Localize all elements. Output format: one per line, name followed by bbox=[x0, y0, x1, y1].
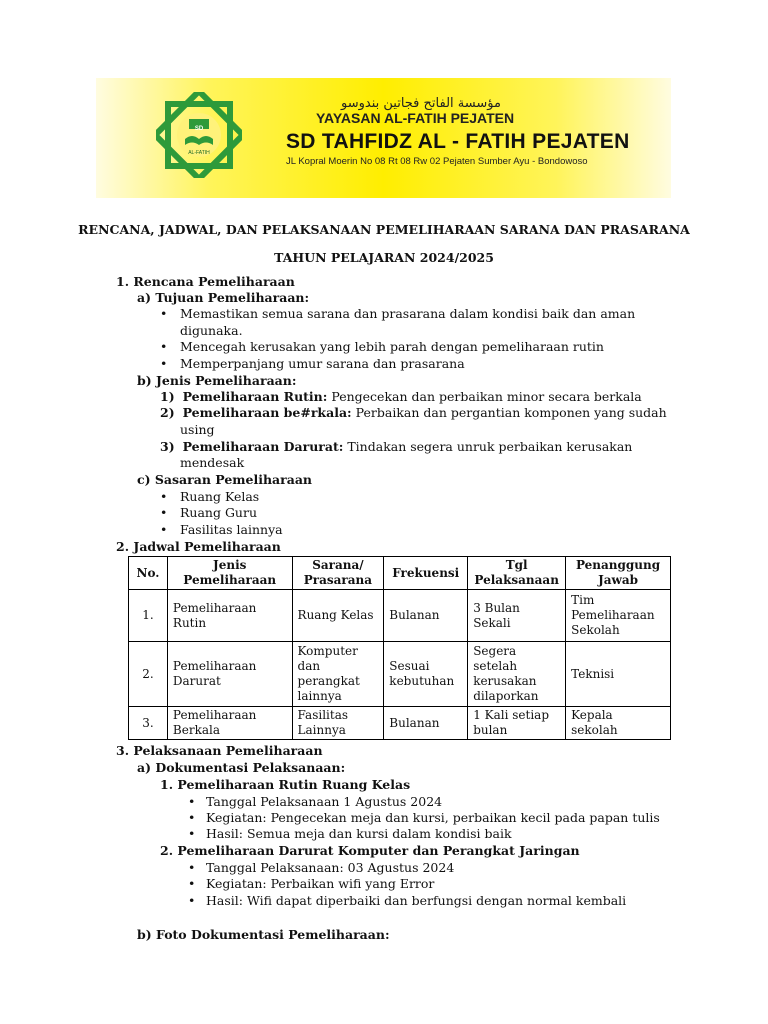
subsection-title: 1. Pemeliharaan Rutin Ruang Kelas bbox=[160, 777, 411, 792]
cell-text: lainnya bbox=[297, 689, 342, 703]
numbered-item bbox=[160, 389, 642, 405]
table-cell bbox=[384, 707, 468, 740]
bullet-icon: • bbox=[188, 876, 196, 891]
school-logo bbox=[156, 92, 242, 178]
table-cell bbox=[167, 642, 292, 707]
foundation-name: YAYASAN AL-FATIH PEJATEN bbox=[316, 110, 515, 126]
cell-text: Lainnya bbox=[297, 723, 346, 737]
bullet-icon: • bbox=[160, 339, 168, 354]
cell-text: kerusakan bbox=[473, 674, 537, 688]
section-3b-heading: b) Foto Dokumentasi Pemeliharaan: bbox=[137, 927, 390, 942]
cell-text: dilaporkan bbox=[473, 689, 539, 703]
cell-text: Pelaksanaan bbox=[474, 573, 559, 587]
column-header bbox=[384, 557, 468, 590]
table-cell bbox=[292, 642, 384, 707]
cell-text: 2. bbox=[142, 666, 154, 681]
list-item: Ruang Guru bbox=[180, 505, 258, 520]
table-row bbox=[129, 590, 671, 642]
cell-text: Tim bbox=[571, 593, 595, 607]
list-item: Fasilitas lainnya bbox=[180, 522, 283, 537]
cell-text: Sekolah bbox=[571, 623, 620, 637]
numbered-item bbox=[160, 405, 667, 421]
cell-text: Sesuai bbox=[389, 659, 430, 673]
section-2-heading: 2. Jadwal Pemeliharaan bbox=[116, 539, 281, 554]
list-item: Ruang Kelas bbox=[180, 489, 260, 504]
table-cell bbox=[384, 642, 468, 707]
cell-text: dan bbox=[297, 659, 321, 673]
document-subtitle: TAHUN PELAJARAN 2024/2025 bbox=[274, 250, 494, 265]
item-label: Pemeliharaan Rutin: bbox=[182, 389, 328, 404]
bullet-icon: • bbox=[160, 522, 168, 537]
cell-text: Ruang Kelas bbox=[297, 608, 374, 622]
list-item-continuation: using bbox=[180, 422, 215, 437]
table-cell bbox=[292, 707, 384, 740]
table-cell bbox=[468, 707, 566, 740]
item-text: Tindakan segera unruk perbaikan kerusakan bbox=[343, 439, 633, 454]
school-address: JL Kopral Moerin No 08 Rt 08 Rw 02 Pejaten Sumber Ayu - Bondowoso bbox=[286, 156, 588, 167]
table-cell bbox=[566, 707, 671, 740]
cell-text: 1. bbox=[142, 608, 154, 622]
table-cell bbox=[384, 590, 468, 642]
table-cell bbox=[292, 590, 384, 642]
cell-text: perangkat bbox=[297, 674, 360, 688]
table-cell bbox=[566, 642, 671, 707]
schedule-table bbox=[128, 556, 671, 740]
list-item: Hasil: Wifi dapat diperbaiki dan berfungsi dengan normal kembali bbox=[206, 893, 627, 908]
column-header bbox=[566, 557, 671, 590]
item-number: 3) bbox=[160, 439, 175, 454]
bullet-icon: • bbox=[188, 826, 196, 841]
cell-text: Tgl bbox=[505, 558, 528, 572]
cell-text: Rutin bbox=[172, 615, 207, 630]
table-row bbox=[129, 707, 671, 740]
table-cell bbox=[167, 707, 292, 740]
cell-text: bulan bbox=[473, 723, 508, 737]
cell-text: Bulanan bbox=[389, 715, 440, 730]
cell-text: Darurat bbox=[172, 674, 221, 688]
logo-top-text: SD bbox=[194, 126, 204, 132]
logo-bottom-text: AL-FATIH bbox=[188, 150, 210, 156]
cell-text: 3. bbox=[142, 715, 154, 730]
cell-text: Pemeliharaan bbox=[172, 708, 257, 722]
bullet-icon: • bbox=[188, 810, 196, 825]
school-name: SD TAHFIDZ AL - FATIH PEJATEN bbox=[286, 130, 630, 153]
cell-text: Kepala bbox=[571, 708, 613, 722]
item-text: Perbaikan dan pergantian komponen yang sudah bbox=[351, 405, 667, 420]
bullet-icon: • bbox=[160, 489, 168, 504]
cell-text: Bulanan bbox=[389, 608, 440, 622]
table-cell bbox=[129, 642, 168, 707]
bullet-icon: • bbox=[188, 794, 196, 809]
column-header bbox=[468, 557, 566, 590]
cell-text: 3 Bulan bbox=[473, 600, 520, 615]
bullet-icon: • bbox=[160, 356, 168, 371]
bullet-icon: • bbox=[188, 860, 196, 875]
table-header-row bbox=[129, 557, 671, 590]
section-1a-heading: a) Tujuan Pemeliharaan: bbox=[137, 290, 310, 305]
table-cell bbox=[167, 590, 292, 642]
section-1b-heading: b) Jenis Pemeliharaan: bbox=[137, 373, 297, 388]
list-item: Hasil: Semua meja dan kursi dalam kondisi baik bbox=[206, 826, 512, 841]
item-number: 2) bbox=[160, 405, 175, 420]
cell-text: Sarana/ bbox=[312, 558, 364, 572]
cell-text: Pemeliharaan bbox=[571, 608, 655, 622]
item-label: Pemeliharaan be#rkala: bbox=[182, 405, 352, 420]
cell-text: Frekuensi bbox=[392, 565, 460, 580]
cell-text: sekolah bbox=[571, 723, 618, 737]
list-item: Tanggal Pelaksanaan: 03 Agustus 2024 bbox=[206, 860, 455, 875]
subsection-title: 2. Pemeliharaan Darurat Komputer dan Perangkat Jaringan bbox=[160, 843, 580, 858]
item-number: 1) bbox=[160, 389, 175, 404]
section-3a-heading: a) Dokumentasi Pelaksanaan: bbox=[137, 760, 346, 775]
column-header bbox=[129, 557, 168, 590]
cell-text: Teknisi bbox=[571, 666, 615, 681]
list-item: Kegiatan: Pengecekan meja dan kursi, perbaikan kecil pada papan tulis bbox=[206, 810, 660, 825]
bullet-icon: • bbox=[160, 505, 168, 520]
cell-text: Pemeliharaan bbox=[183, 573, 277, 587]
list-item-continuation: mendesak bbox=[180, 455, 245, 470]
table-cell bbox=[129, 590, 168, 642]
table-row bbox=[129, 642, 671, 707]
numbered-item bbox=[160, 439, 632, 455]
cell-text: Fasilitas bbox=[297, 708, 349, 722]
arabic-name: مؤسسة الفاتح فجاتين بندوسو bbox=[341, 96, 501, 111]
cell-text: setelah bbox=[473, 659, 518, 673]
cell-text: Jenis bbox=[213, 558, 247, 572]
cell-text: No. bbox=[136, 565, 160, 580]
cell-text: Pemeliharaan bbox=[172, 600, 257, 615]
cell-text: 1 Kali setiap bbox=[473, 708, 550, 722]
cell-text: Prasarana bbox=[303, 573, 373, 587]
list-item: Memastikan semua sarana dan prasarana dalam kondisi baik dan aman bbox=[180, 306, 636, 321]
document-title: RENCANA, JADWAL, DAN PELAKSANAAN PEMELIHARAAN SARANA DAN PRASARANA bbox=[78, 222, 690, 237]
section-3-heading: 3. Pelaksanaan Pemeliharaan bbox=[116, 743, 323, 758]
section-1-heading: 1. Rencana Pemeliharaan bbox=[116, 274, 295, 289]
item-text: Pengecekan dan perbaikan minor secara berkala bbox=[327, 389, 642, 404]
column-header bbox=[292, 557, 384, 590]
cell-text: Komputer bbox=[297, 644, 358, 658]
cell-text: Penanggung bbox=[575, 558, 661, 572]
header-banner bbox=[96, 78, 671, 198]
cell-text: Jawab bbox=[598, 573, 639, 587]
cell-text: kebutuhan bbox=[389, 674, 455, 688]
cell-text: Berkala bbox=[172, 723, 220, 737]
table-cell bbox=[129, 707, 168, 740]
cell-text: Pemeliharaan bbox=[172, 659, 257, 673]
bullet-icon: • bbox=[160, 306, 168, 321]
table-cell bbox=[468, 590, 566, 642]
section-1c-heading: c) Sasaran Pemeliharaan bbox=[137, 472, 313, 487]
column-header bbox=[167, 557, 292, 590]
list-item: Kegiatan: Perbaikan wifi yang Error bbox=[206, 876, 435, 891]
cell-text: Segera bbox=[473, 644, 517, 658]
list-item: Memperpanjang umur sarana dan prasarana bbox=[180, 356, 465, 371]
bullet-icon: • bbox=[188, 893, 196, 908]
list-item: Mencegah kerusakan yang lebih parah dengan pemeliharaan rutin bbox=[180, 339, 604, 354]
list-item: Tanggal Pelaksanaan 1 Agustus 2024 bbox=[206, 794, 443, 809]
table-cell bbox=[468, 642, 566, 707]
table-cell bbox=[566, 590, 671, 642]
list-item-continuation: digunaka. bbox=[180, 323, 243, 338]
item-label: Pemeliharaan Darurat: bbox=[182, 439, 344, 454]
cell-text: Sekali bbox=[473, 615, 511, 630]
